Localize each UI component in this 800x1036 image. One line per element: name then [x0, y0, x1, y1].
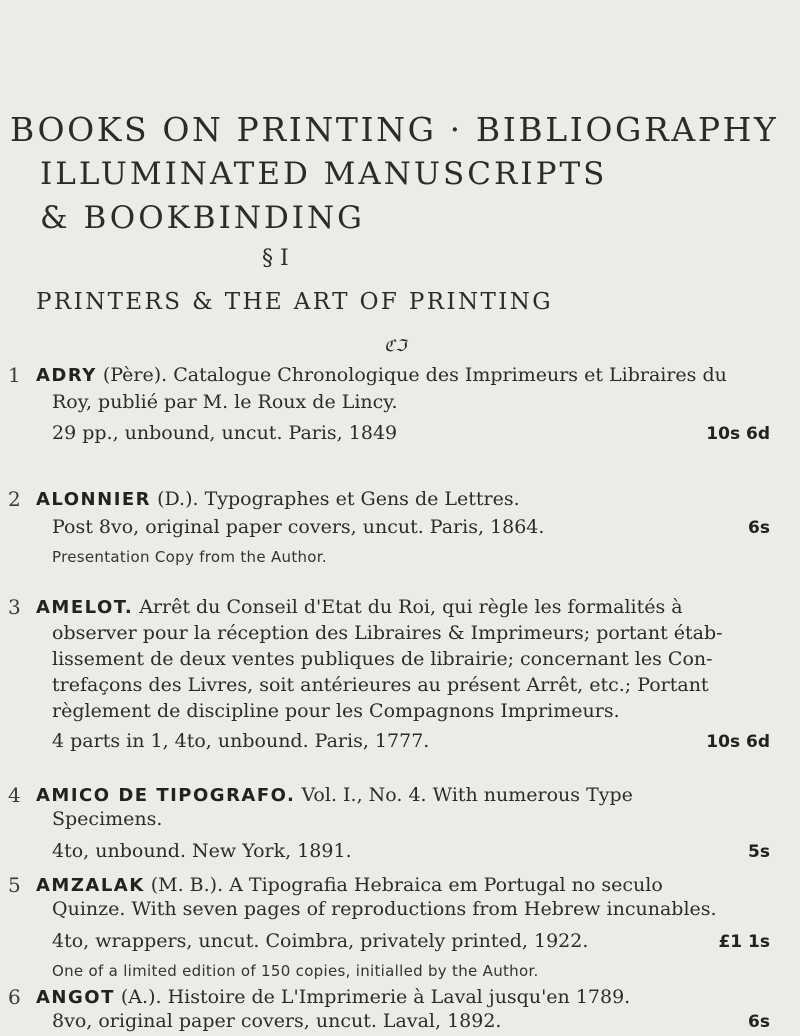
entry-title: (D.). Typographes et Gens de Lettres. [151, 488, 520, 510]
entry-title-line [36, 594, 683, 621]
entry-title-line: lissement de deux ventes publiques de librairie; concernant les Con- [52, 648, 713, 670]
entry-details: Post 8vo, original paper covers, uncut. Paris, 1864. [52, 516, 545, 538]
entry-author: ADRY [36, 365, 97, 386]
entry-title-line: trefaçons des Livres, soit antérieures au présent Arrêt, etc.; Portant [52, 674, 709, 696]
entry-details: 4to, wrappers, uncut. Coimbra, privately printed, 1922. [52, 930, 589, 952]
entry-details: 8vo, original paper covers, uncut. Laval, 1892. [52, 1010, 502, 1032]
entry-title: (Père). Catalogue Chronologique des Imprimeurs et Libraires du [96, 364, 727, 386]
entry-title-line [36, 362, 727, 389]
entry-author: AMELOT. [36, 597, 134, 618]
entry-note: One of a limited edition of 150 copies, initialled by the Author. [52, 962, 539, 980]
section-title: PRINTERS & THE ART OF PRINTING [36, 289, 554, 315]
entry-author: ANGOT [36, 987, 115, 1008]
entry-title-line: observer pour la réception des Libraires & Imprimeurs; portant étab- [52, 622, 723, 644]
entry-title-line: Specimens. [52, 808, 163, 830]
entry-title-line [36, 782, 633, 809]
entry-number: 4 [8, 783, 21, 807]
entry-number: 1 [8, 363, 21, 387]
entry-details: 4 parts in 1, 4to, unbound. Paris, 1777. [52, 730, 430, 752]
entry-title-line: règlement de discipline pour les Compagnons Imprimeurs. [52, 700, 620, 722]
entry-price: 6s [748, 1012, 770, 1032]
entry-number: 3 [8, 595, 21, 619]
entry-price: 6s [748, 518, 770, 538]
catalogue-heading-line3: & BOOKBINDING [40, 200, 365, 236]
section-number: § I [262, 246, 289, 271]
entry-price: 10s 6d [706, 424, 770, 444]
entry-title: (M. B.). A Tipografia Hebraica em Portugal no seculo [144, 874, 663, 896]
catalogue-heading-line1: BOOKS ON PRINTING · BIBLIOGRAPHY [10, 110, 779, 149]
entry-number: 5 [8, 873, 21, 897]
entry-price: £1 1s [718, 932, 770, 952]
entry-title: Arrêt du Conseil d'Etat du Roi, qui règle les formalités à [133, 596, 683, 618]
entry-details: 29 pp., unbound, uncut. Paris, 1849 [52, 422, 398, 444]
entry-number: 6 [8, 985, 21, 1009]
entry-title-line [36, 486, 520, 513]
entry-price: 10s 6d [706, 732, 770, 752]
entry-title-line [36, 872, 663, 899]
entry-title-line: Quinze. With seven pages of reproductions from Hebrew incunables. [52, 898, 717, 920]
ornament-flourish: ℭℑ [384, 336, 407, 355]
catalogue-heading-line2: ILLUMINATED MANUSCRIPTS [40, 156, 608, 192]
entry-author: AMICO DE TIPOGRAFO. [36, 785, 296, 806]
entry-title-line [36, 984, 630, 1011]
entry-number: 2 [8, 487, 21, 511]
entry-author: AMZALAK [36, 875, 145, 896]
entry-title: (A.). Histoire de L'Imprimerie à Laval jusqu'en 1789. [114, 986, 631, 1008]
entry-author: ALONNIER [36, 489, 152, 510]
entry-title: Vol. I., No. 4. With numerous Type [295, 784, 633, 806]
entry-note: Presentation Copy from the Author. [52, 548, 327, 566]
entry-details: 4to, unbound. New York, 1891. [52, 840, 352, 862]
entry-title-line: Roy, publié par M. le Roux de Lincy. [52, 391, 398, 413]
entry-price: 5s [748, 842, 770, 862]
